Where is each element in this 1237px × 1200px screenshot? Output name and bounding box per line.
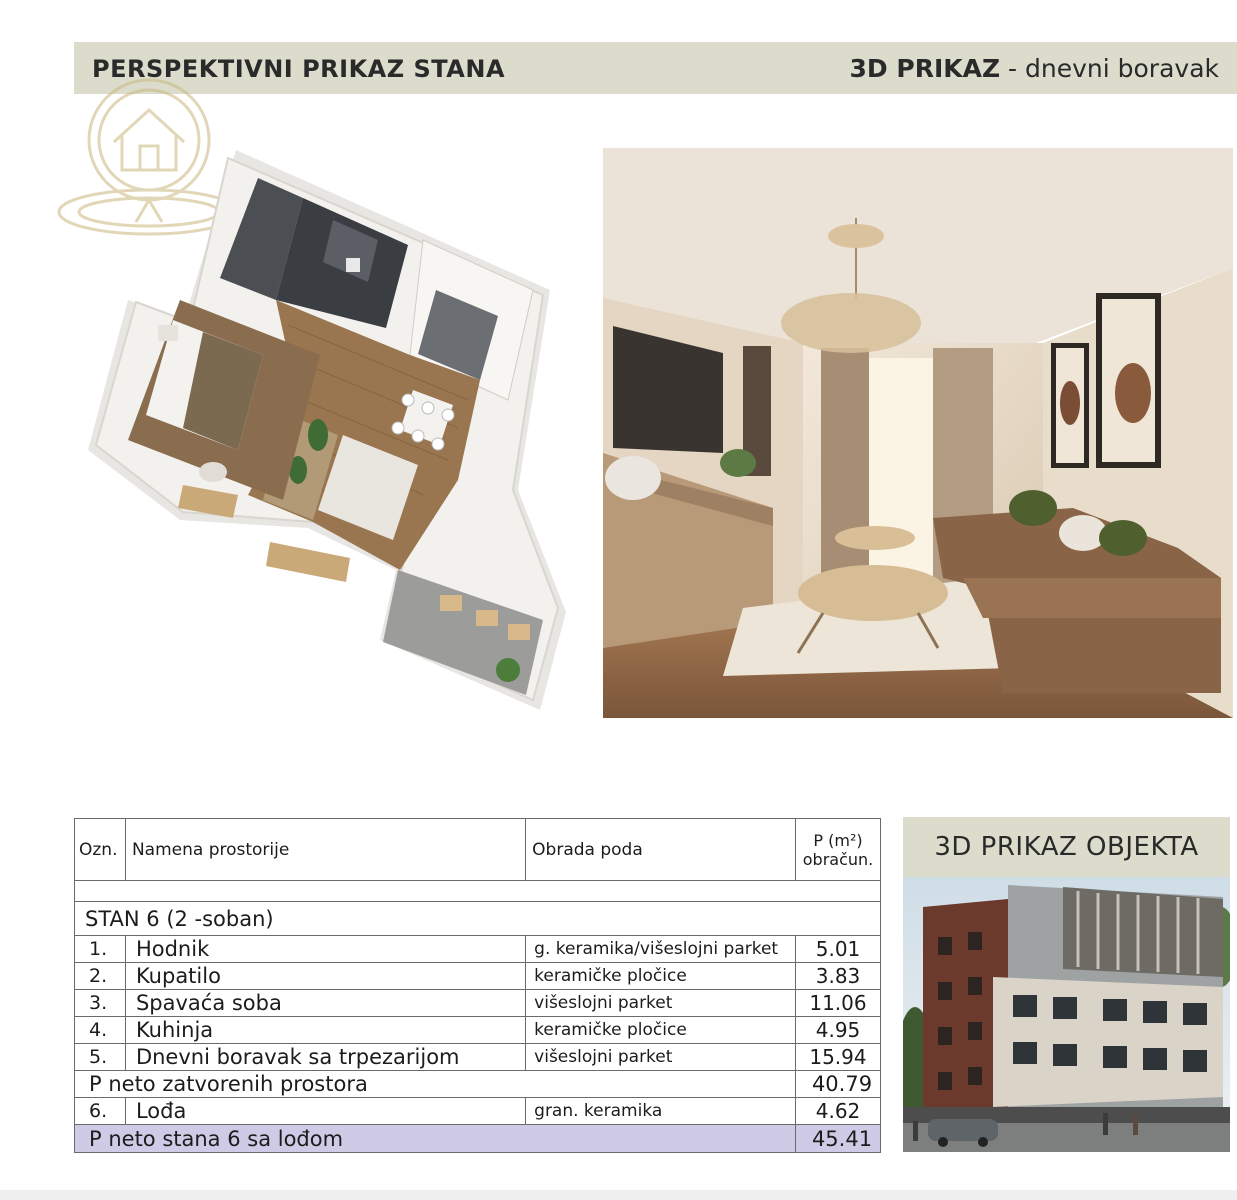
loggia-floor: gran. keramika bbox=[526, 1098, 796, 1125]
row-area: 4.95 bbox=[796, 1017, 881, 1044]
row-floor: višeslojni parket bbox=[526, 1044, 796, 1071]
row-name: Dnevni boravak sa trpezarijom bbox=[125, 1044, 525, 1071]
row-name: Spavaća soba bbox=[125, 990, 525, 1017]
page-bottom-divider bbox=[0, 1190, 1237, 1200]
header-area-unit: P (m²) bbox=[813, 830, 863, 850]
row-num: 1. bbox=[75, 936, 126, 963]
table-spacer-row bbox=[75, 881, 881, 902]
total-area: 45.41 bbox=[796, 1125, 881, 1153]
render-title-bold: 3D PRIKAZ bbox=[849, 54, 1001, 83]
loggia-row bbox=[75, 1098, 881, 1125]
table-row bbox=[75, 1017, 881, 1044]
row-name: Kuhinja bbox=[125, 1017, 525, 1044]
subtotal-label: P neto zatvorenih prostora bbox=[75, 1071, 796, 1098]
building-render bbox=[903, 877, 1230, 1152]
living-room-render bbox=[603, 148, 1233, 718]
room-areas-table bbox=[74, 818, 881, 1153]
header-namena: Namena prostorije bbox=[125, 819, 525, 881]
header-ozn: Ozn. bbox=[75, 819, 126, 881]
row-num: 2. bbox=[75, 963, 126, 990]
total-label: P neto stana 6 sa lođom bbox=[75, 1125, 796, 1153]
loggia-name: Lođa bbox=[125, 1098, 525, 1125]
row-floor: višeslojni parket bbox=[526, 990, 796, 1017]
header-obrada: Obrada poda bbox=[526, 819, 796, 881]
subtotal-area: 40.79 bbox=[796, 1071, 881, 1098]
row-name: Kupatilo bbox=[125, 963, 525, 990]
table-row bbox=[75, 963, 881, 990]
row-num: 3. bbox=[75, 990, 126, 1017]
row-area: 3.83 bbox=[796, 963, 881, 990]
subtotal-row bbox=[75, 1071, 881, 1098]
total-row bbox=[75, 1125, 881, 1153]
render-title bbox=[850, 54, 1219, 83]
unit-row bbox=[75, 902, 881, 936]
floor-plan-3d bbox=[88, 150, 568, 720]
header-area-note: obračun. bbox=[802, 849, 874, 869]
render-title-rest: - dnevni boravak bbox=[1000, 54, 1219, 83]
row-num: 5. bbox=[75, 1044, 126, 1071]
row-num: 4. bbox=[75, 1017, 126, 1044]
row-area: 5.01 bbox=[796, 936, 881, 963]
row-area: 11.06 bbox=[796, 990, 881, 1017]
table-row bbox=[75, 1044, 881, 1071]
header-band bbox=[74, 42, 1237, 94]
building-title: 3D PRIKAZ OBJEKTA bbox=[934, 832, 1199, 862]
plan-title: PERSPEKTIVNI PRIKAZ STANA bbox=[92, 55, 506, 83]
table-row bbox=[75, 990, 881, 1017]
header-area bbox=[796, 819, 881, 881]
row-floor: keramičke pločice bbox=[526, 1017, 796, 1044]
loggia-area: 4.62 bbox=[796, 1098, 881, 1125]
loggia-num: 6. bbox=[75, 1098, 126, 1125]
row-floor: g. keramika/višeslojni parket bbox=[526, 936, 796, 963]
table-header-row bbox=[75, 819, 881, 881]
table-row bbox=[75, 936, 881, 963]
building-title-band bbox=[903, 817, 1230, 877]
row-name: Hodnik bbox=[125, 936, 525, 963]
spacer-cell bbox=[75, 881, 881, 902]
row-floor: keramičke pločice bbox=[526, 963, 796, 990]
unit-label: STAN 6 (2 -soban) bbox=[75, 902, 881, 936]
row-area: 15.94 bbox=[796, 1044, 881, 1071]
